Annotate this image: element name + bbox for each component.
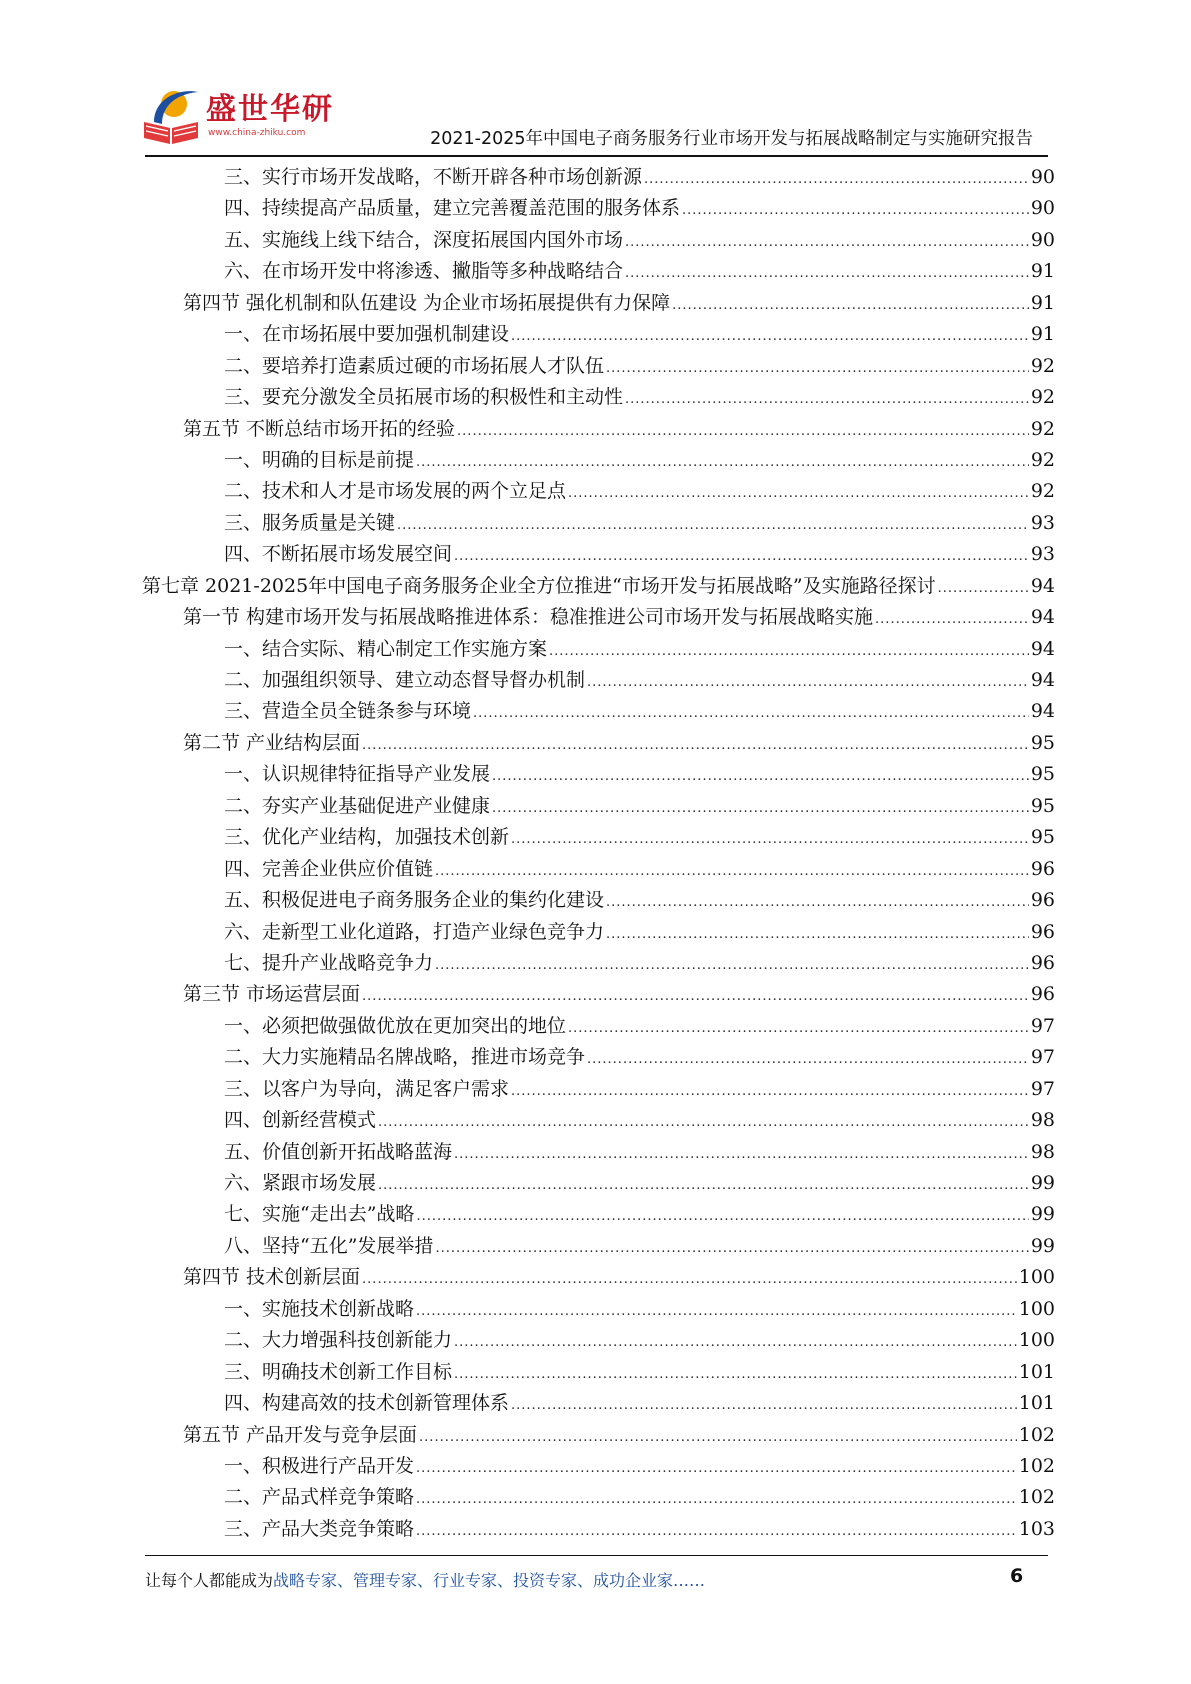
page-header — [0, 0, 1191, 160]
toc-entry-page: 94 — [1030, 669, 1055, 691]
toc-entry-page: 95 — [1030, 763, 1055, 786]
toc-entry-page: 99 — [1030, 1234, 1055, 1257]
logo-name: 盛世华研 — [206, 92, 334, 127]
toc-entry-title: 三、以客户为导向，满足客户需求 — [224, 1077, 510, 1100]
toc-subsection[interactable] — [0, 1482, 1191, 1513]
toc-entry-title: 四、构建高效的技术创新管理体系 — [224, 1392, 510, 1415]
toc-subsection[interactable] — [0, 1388, 1191, 1419]
toc-dot-leader — [435, 1233, 1028, 1264]
toc-entry-page: 100 — [1018, 1297, 1055, 1320]
toc-dot-leader — [875, 604, 1029, 635]
toc-section[interactable] — [0, 1420, 1191, 1451]
toc-subsection[interactable] — [0, 948, 1191, 979]
toc-entry-title: 七、提升产业战略竞争力 — [224, 951, 434, 974]
toc-dot-leader — [644, 164, 1029, 195]
toc-dot-leader — [454, 1327, 1017, 1358]
toc-subsection[interactable] — [0, 759, 1191, 790]
toc-subsection[interactable] — [0, 1074, 1191, 1105]
toc-entry-page: 90 — [1030, 166, 1055, 188]
toc-subsection[interactable] — [0, 1294, 1191, 1325]
toc-entry-title: 第七章 2021-2025年中国电子商务服务企业全方位推进“市场开发与拓展战略”及实施路径探讨 — [142, 574, 936, 597]
toc-entry-title: 一、结合实际、精心制定工作实施方案 — [224, 637, 548, 660]
toc-dot-leader — [416, 1484, 1017, 1515]
toc-entry-title: 五、实施线上线下结合，深度拓展国内国外市场 — [224, 228, 624, 251]
toc-section[interactable] — [0, 288, 1191, 319]
toc-dot-leader — [625, 384, 1029, 415]
toc-entry-title: 六、在市场开发中将渗透、撇脂等多种战略结合 — [224, 260, 624, 283]
toc-entry-title: 第五节 产品开发与竞争层面 — [183, 1423, 418, 1446]
toc-subsection[interactable] — [0, 1357, 1191, 1388]
toc-entry-page: 94 — [1030, 637, 1055, 660]
toc-subsection[interactable] — [0, 1137, 1191, 1168]
toc-dot-leader — [419, 1422, 1017, 1453]
toc-entry-title: 二、产品式样竞争策略 — [224, 1486, 415, 1509]
toc-subsection[interactable] — [0, 634, 1191, 665]
toc-dot-leader — [625, 258, 1029, 289]
toc-entry-page: 94 — [1030, 574, 1055, 597]
toc-entry-page: 96 — [1030, 983, 1055, 1006]
toc-dot-leader — [606, 887, 1029, 918]
toc-dot-leader — [397, 510, 1029, 541]
toc-subsection[interactable] — [0, 162, 1191, 193]
page-number: 6 — [1010, 1565, 1024, 1587]
toc-section[interactable] — [0, 728, 1191, 759]
toc-dot-leader — [568, 1013, 1029, 1044]
toc-entry-title: 三、服务质量是关键 — [224, 511, 396, 534]
toc-entry-title: 一、认识规律特征指导产业发展 — [224, 763, 491, 786]
motto-roles: 战略专家、管理专家、行业专家、投资专家、成功企业家…… — [273, 1571, 706, 1590]
toc-entry-page: 96 — [1030, 889, 1055, 912]
toc-entry-page: 103 — [1018, 1517, 1055, 1540]
toc-subsection[interactable] — [0, 822, 1191, 853]
toc-entry-title: 二、技术和人才是市场发展的两个立足点 — [224, 480, 567, 503]
toc-entry-page: 92 — [1030, 480, 1055, 503]
toc-subsection[interactable] — [0, 917, 1191, 948]
toc-dot-leader — [606, 919, 1029, 950]
toc-dot-leader — [511, 1390, 1017, 1421]
toc-entry-page: 97 — [1030, 1014, 1055, 1037]
toc-dot-leader — [587, 667, 1029, 698]
toc-entry-title: 第四节 强化机制和队伍建设 为企业市场拓展提供有力保障 — [183, 291, 671, 314]
toc-subsection[interactable] — [0, 1042, 1191, 1073]
toc-subsection[interactable] — [0, 665, 1191, 696]
header-divider — [145, 155, 1048, 157]
toc-entry-page: 90 — [1030, 228, 1055, 251]
toc-entry-page: 95 — [1030, 794, 1055, 817]
toc-dot-leader — [511, 321, 1029, 352]
toc-entry-page: 98 — [1030, 1140, 1055, 1163]
toc-dot-leader — [606, 353, 1029, 384]
toc-entry-page: 92 — [1030, 386, 1055, 409]
toc-dot-leader — [549, 636, 1029, 667]
toc-section[interactable] — [0, 602, 1191, 633]
toc-entry-title: 五、积极促进电子商务服务企业的集约化建设 — [224, 889, 605, 912]
toc-subsection[interactable] — [0, 319, 1191, 350]
toc-subsection[interactable] — [0, 476, 1191, 507]
toc-subsection[interactable] — [0, 225, 1191, 256]
toc-chapter[interactable] — [0, 571, 1191, 602]
toc-dot-leader — [435, 856, 1029, 887]
toc-dot-leader — [378, 1107, 1029, 1138]
footer-motto — [145, 1568, 705, 1591]
toc-entry-title: 二、大力实施精品名牌战略，推进市场竞争 — [224, 1046, 586, 1069]
toc-entry-title: 一、在市场拓展中要加强机制建设 — [224, 323, 510, 346]
footer-divider — [145, 1555, 1048, 1556]
logo-url: www.china-zhiku.com — [208, 128, 306, 138]
toc-entry-title: 二、加强组织领导、建立动态督导督办机制 — [224, 669, 586, 691]
toc-dot-leader — [416, 1296, 1017, 1327]
toc-entry-title: 三、明确技术创新工作目标 — [224, 1360, 453, 1383]
toc-dot-leader — [454, 1139, 1029, 1170]
toc-section[interactable] — [0, 1262, 1191, 1293]
toc-dot-leader — [682, 195, 1029, 226]
toc-entry-page: 95 — [1030, 826, 1055, 849]
toc-subsection[interactable] — [0, 1105, 1191, 1136]
toc-entry-page: 91 — [1030, 291, 1055, 314]
toc-subsection[interactable] — [0, 1199, 1191, 1230]
motto-prefix: 让每个人都能成为 — [145, 1571, 274, 1590]
toc-entry-title: 第一节 构建市场开发与拓展战略推进体系：稳准推进公司市场开发与拓展战略实施 — [183, 606, 874, 629]
toc-subsection[interactable] — [0, 854, 1191, 885]
toc-dot-leader — [454, 1359, 1017, 1390]
toc-entry-title: 八、坚持“五化”发展举措 — [224, 1234, 434, 1257]
toc-entry-page: 92 — [1030, 354, 1055, 377]
logo-mark-icon — [140, 82, 204, 148]
toc-entry-title: 一、积极进行产品开发 — [224, 1454, 415, 1477]
toc-dot-leader — [454, 541, 1029, 572]
toc-entry-page: 90 — [1030, 197, 1055, 220]
toc-entry-page: 100 — [1018, 1266, 1055, 1289]
toc-entry-title: 一、实施技术创新战略 — [224, 1297, 415, 1320]
toc-entry-page: 102 — [1018, 1423, 1055, 1446]
toc-entry-title: 二、夯实产业基础促进产业健康 — [224, 794, 491, 817]
toc-subsection[interactable] — [0, 1168, 1191, 1199]
toc-subsection[interactable] — [0, 1325, 1191, 1356]
toc-subsection[interactable] — [0, 508, 1191, 539]
toc-entry-title: 三、要充分激发全员拓展市场的积极性和主动性 — [224, 386, 624, 409]
toc-dot-leader — [416, 1201, 1028, 1232]
toc-entry-page: 101 — [1018, 1360, 1055, 1383]
toc-entry-page: 102 — [1018, 1454, 1055, 1477]
toc-dot-leader — [362, 1264, 1017, 1295]
toc-entry-page: 97 — [1030, 1077, 1055, 1100]
toc-entry-title: 三、产品大类竞争策略 — [224, 1517, 415, 1540]
toc-entry-title: 三、实行市场开发战略，不断开辟各种市场创新源 — [224, 166, 643, 188]
toc-dot-leader — [416, 1453, 1017, 1484]
toc-dot-leader — [416, 447, 1029, 478]
toc-entry-title: 四、完善企业供应价值链 — [224, 857, 434, 880]
toc-subsection[interactable] — [0, 445, 1191, 476]
toc-entry-title: 三、营造全员全链条参与环境 — [224, 700, 472, 723]
toc-entry-title: 一、必须把做强做优放在更加突出的地位 — [224, 1014, 567, 1037]
toc-entry-title: 四、创新经营模式 — [224, 1109, 377, 1132]
toc-entry-title: 第四节 技术创新层面 — [183, 1266, 361, 1289]
toc-entry-title: 第二节 产业结构层面 — [183, 731, 361, 754]
toc-subsection[interactable] — [0, 791, 1191, 822]
toc-dot-leader — [457, 416, 1029, 447]
toc-entry-page: 98 — [1030, 1109, 1055, 1132]
toc-subsection[interactable] — [0, 539, 1191, 570]
toc-section[interactable] — [0, 979, 1191, 1010]
toc-dot-leader — [625, 227, 1029, 258]
toc-entry-page: 94 — [1030, 606, 1055, 629]
toc-entry-title: 四、不断拓展市场发展空间 — [224, 543, 453, 566]
toc-subsection[interactable] — [0, 1231, 1191, 1262]
toc-subsection[interactable] — [0, 696, 1191, 727]
toc-entry-page: 99 — [1030, 1203, 1055, 1226]
toc-subsection[interactable] — [0, 1011, 1191, 1042]
toc-dot-leader — [511, 824, 1029, 855]
toc-entry-page: 92 — [1030, 448, 1055, 471]
toc-entry-page: 96 — [1030, 951, 1055, 974]
toc-entry-page: 93 — [1030, 511, 1055, 534]
toc-entry-title: 七、实施“走出去”战略 — [224, 1203, 415, 1226]
toc-entry-title: 五、价值创新开拓战略蓝海 — [224, 1140, 453, 1163]
toc-entry-title: 一、明确的目标是前提 — [224, 448, 415, 471]
toc-entry-page: 97 — [1030, 1046, 1055, 1069]
brand-logo — [140, 82, 370, 152]
toc-entry-page: 94 — [1030, 700, 1055, 723]
toc-dot-leader — [587, 1044, 1029, 1075]
toc-dot-leader — [511, 1076, 1029, 1107]
toc-dot-leader — [473, 698, 1029, 729]
toc-dot-leader — [435, 950, 1029, 981]
toc-entry-page: 96 — [1030, 857, 1055, 880]
toc-subsection[interactable] — [0, 885, 1191, 916]
toc-entry-page: 100 — [1018, 1329, 1055, 1352]
toc-subsection[interactable] — [0, 382, 1191, 413]
toc-subsection[interactable] — [0, 256, 1191, 287]
toc-entry-page: 91 — [1030, 260, 1055, 283]
toc-dot-leader — [492, 761, 1029, 792]
toc-entry-page: 96 — [1030, 920, 1055, 943]
toc-entry-page: 93 — [1030, 543, 1055, 566]
toc-dot-leader — [416, 1516, 1017, 1547]
toc-entry-title: 六、走新型工业化道路，打造产业绿色竞争力 — [224, 920, 605, 943]
toc-entry-title: 六、紧跟市场发展 — [224, 1172, 377, 1194]
toc-entry-title: 四、持续提高产品质量，建立完善覆盖范围的服务体系 — [224, 197, 681, 220]
toc-subsection[interactable] — [0, 351, 1191, 382]
toc-entry-page: 102 — [1018, 1486, 1055, 1509]
toc-subsection[interactable] — [0, 193, 1191, 224]
toc-subsection[interactable] — [0, 1514, 1191, 1545]
toc-entry-page: 101 — [1018, 1392, 1055, 1415]
toc-dot-leader — [362, 730, 1029, 761]
toc-entry-title: 三、优化产业结构，加强技术创新 — [224, 826, 510, 849]
toc-dot-leader — [568, 478, 1029, 509]
toc-entry-page: 92 — [1030, 417, 1055, 440]
toc-entry-title: 第三节 市场运营层面 — [183, 983, 361, 1006]
toc-entry-page: 91 — [1030, 323, 1055, 346]
toc-entry-page: 95 — [1030, 731, 1055, 754]
toc-dot-leader — [492, 793, 1029, 824]
toc-dot-leader — [362, 981, 1029, 1012]
toc-dot-leader — [378, 1170, 1029, 1201]
document-title: 2021-2025年中国电子商务服务行业市场开发与拓展战略制定与实施研究报告 — [430, 129, 1033, 149]
toc-entry-page: 99 — [1030, 1172, 1055, 1194]
toc-entry-title: 二、要培养打造素质过硬的市场拓展人才队伍 — [224, 354, 605, 377]
toc-section[interactable] — [0, 414, 1191, 445]
toc-entry-title: 第五节 不断总结市场开拓的经验 — [183, 417, 456, 440]
toc-dot-leader — [672, 290, 1029, 321]
toc-subsection[interactable] — [0, 1451, 1191, 1482]
table-of-contents — [0, 162, 1191, 1545]
toc-entry-title: 二、大力增强科技创新能力 — [224, 1329, 453, 1352]
toc-dot-leader — [938, 573, 1029, 604]
